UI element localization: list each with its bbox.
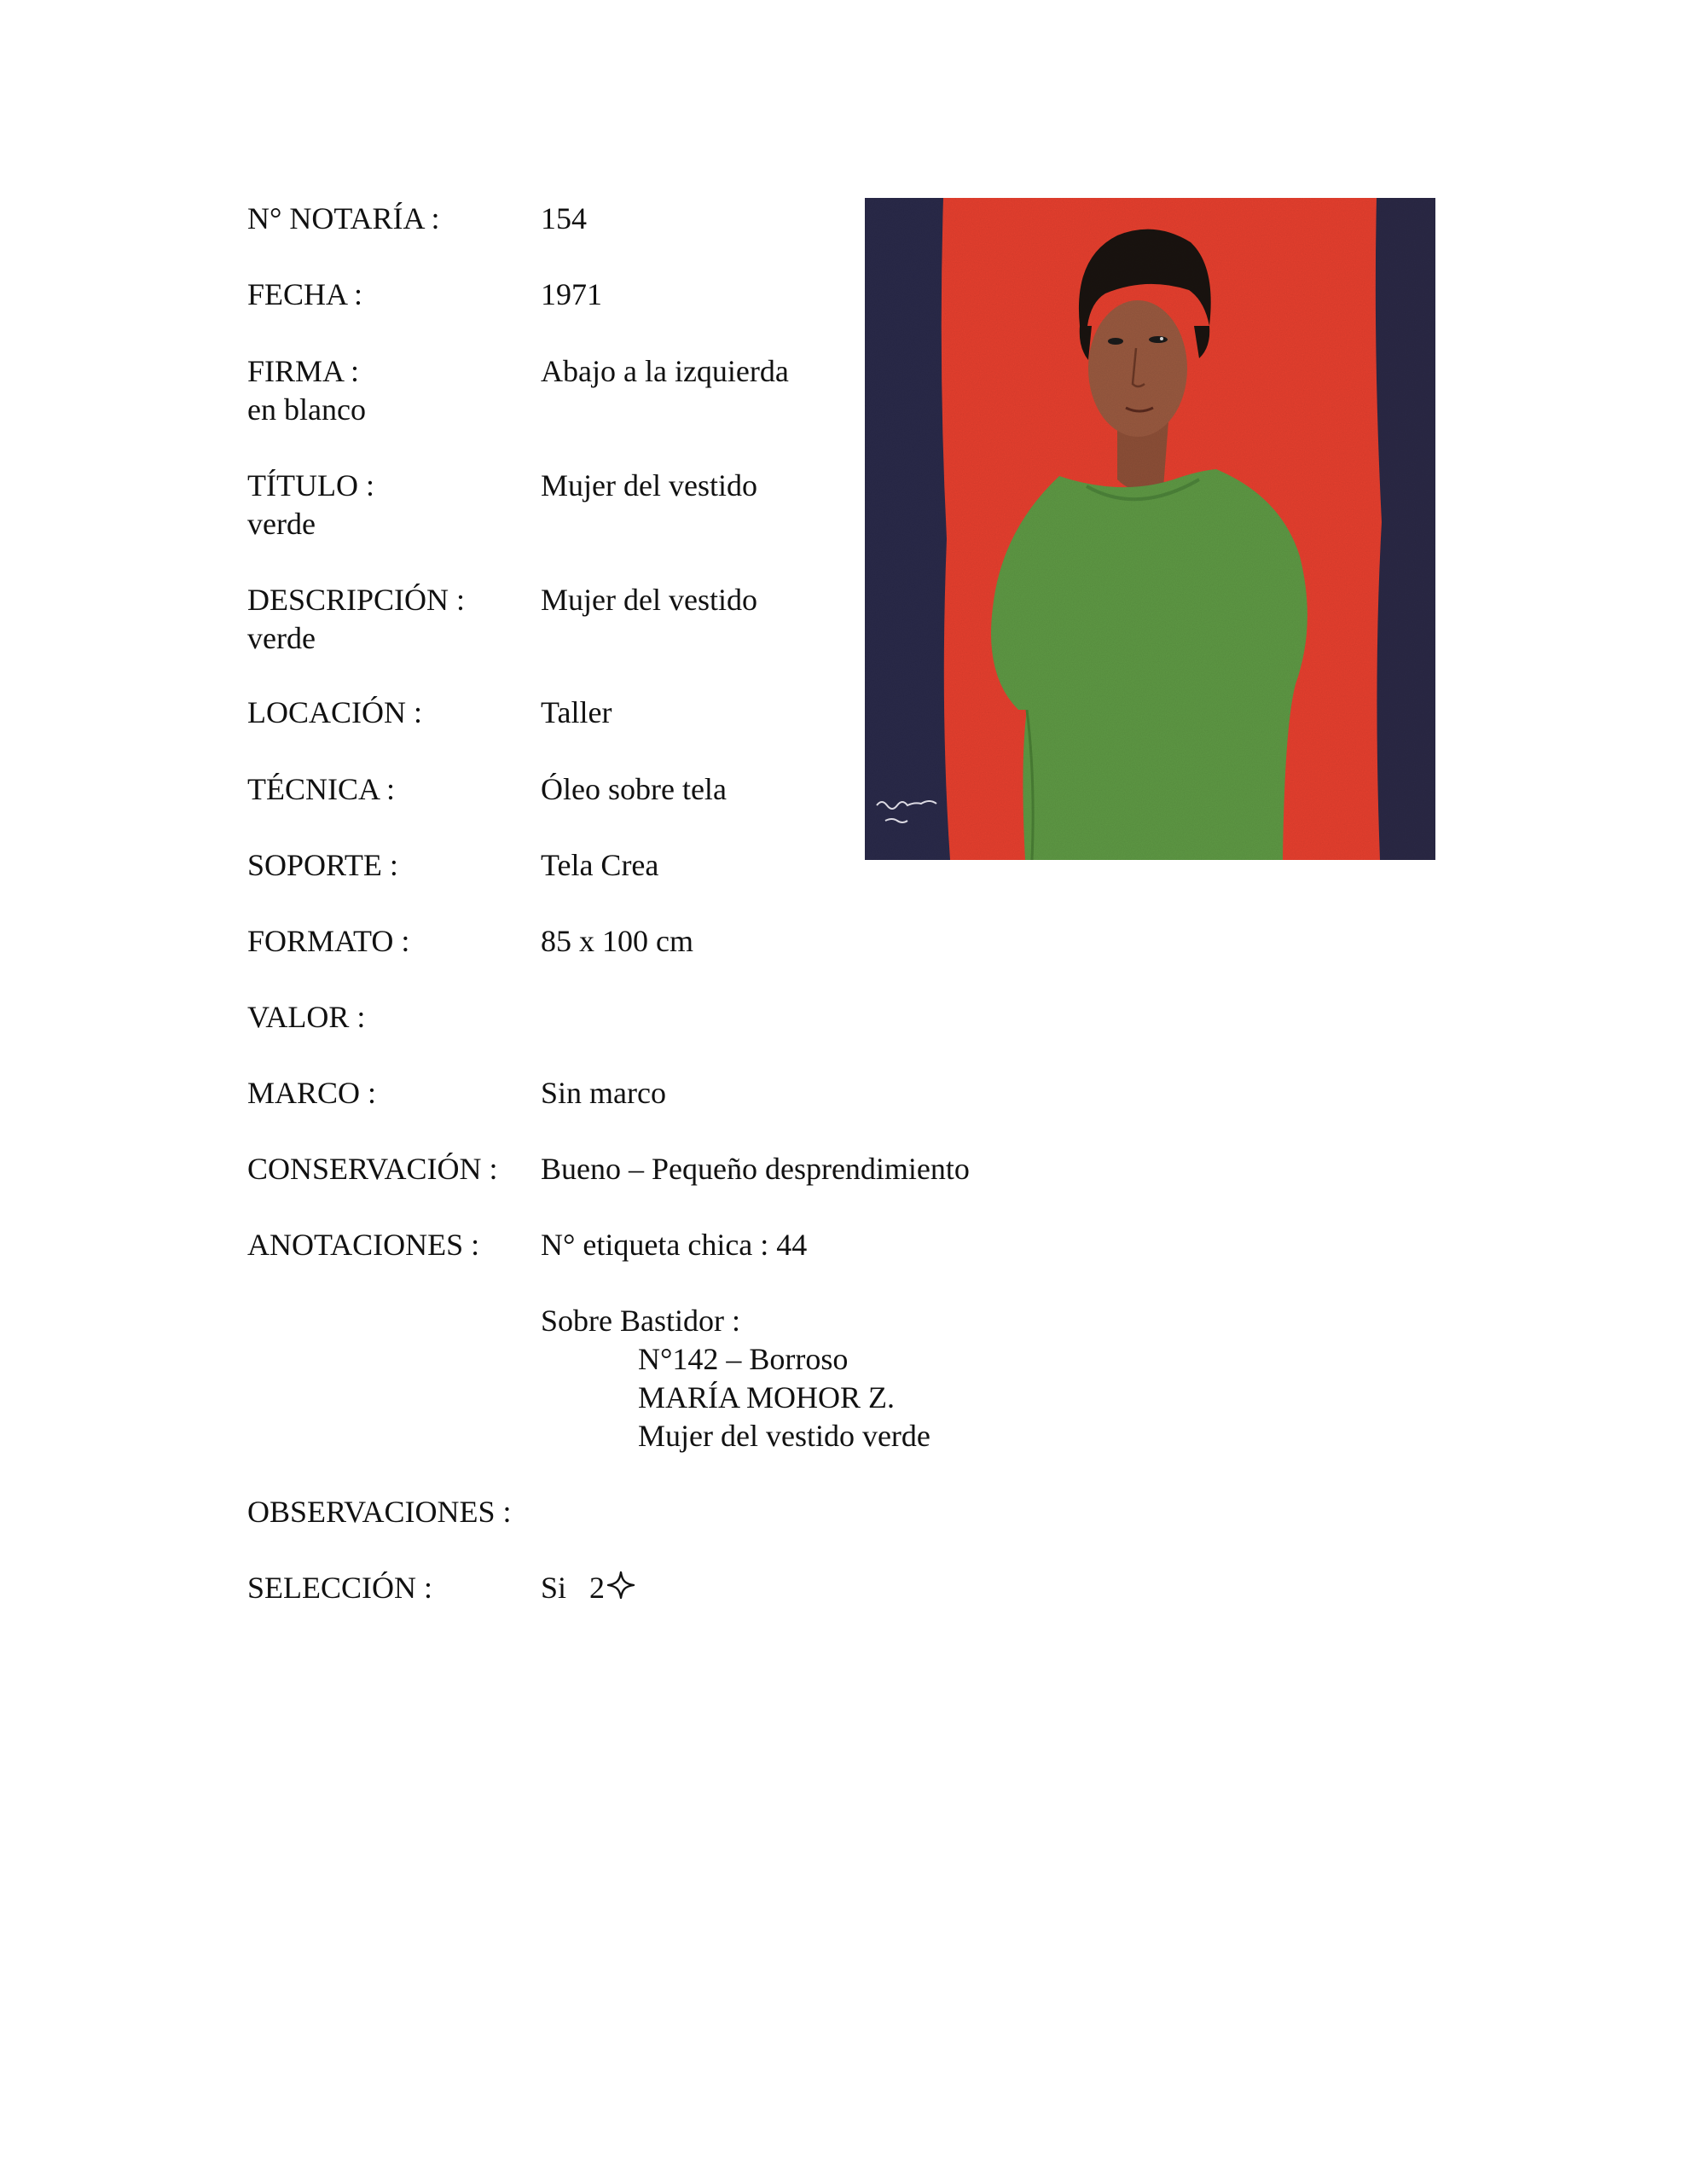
field-label: TÍTULO : xyxy=(247,468,374,502)
field-label: N° NOTARÍA : xyxy=(247,201,440,235)
bastidor-line: MARÍA MOHOR Z. xyxy=(638,1380,896,1414)
four-point-star-icon xyxy=(606,1571,635,1609)
field-value: Tela Crea xyxy=(541,848,659,882)
bastidor-line: N°142 – Borroso xyxy=(638,1342,849,1376)
field-label: FIRMA : xyxy=(247,354,360,388)
field-value: 1971 xyxy=(541,277,602,311)
field-value: Óleo sobre tela xyxy=(541,772,727,806)
field-label: ANOTACIONES : xyxy=(247,1228,480,1262)
field-label: SOPORTE : xyxy=(247,848,398,882)
field-label: OBSERVACIONES : xyxy=(247,1495,512,1529)
field-value: 154 xyxy=(541,201,587,235)
portrait-painting xyxy=(865,198,1435,860)
bastidor-line: Mujer del vestido verde xyxy=(638,1419,930,1453)
field-label: VALOR : xyxy=(247,1000,366,1034)
field-value: Mujer del vestido xyxy=(541,468,757,502)
field-label: FORMATO : xyxy=(247,924,410,958)
field-label: LOCACIÓN : xyxy=(247,695,422,729)
field-continuation: verde xyxy=(247,621,316,655)
field-label: FECHA : xyxy=(247,277,363,311)
field-label: TÉCNICA : xyxy=(247,772,396,806)
field-label: CONSERVACIÓN : xyxy=(247,1152,498,1186)
field-value xyxy=(541,1569,635,1609)
field-continuation: en blanco xyxy=(247,392,366,427)
field-value: 85 x 100 cm xyxy=(541,924,693,958)
field-label: SELECCIÓN : xyxy=(247,1571,433,1605)
field-continuation: verde xyxy=(247,507,316,541)
field-value: Mujer del vestido xyxy=(541,583,757,617)
field-value: Bueno – Pequeño desprendimiento xyxy=(541,1152,970,1186)
bastidor-heading: Sobre Bastidor : xyxy=(541,1304,740,1338)
field-value: Abajo a la izquierda xyxy=(541,354,789,388)
field-value: N° etiqueta chica : 44 xyxy=(541,1228,808,1262)
painting-image xyxy=(865,198,1435,860)
field-value: Taller xyxy=(541,695,612,729)
seleccion-value-text: Si 2 xyxy=(541,1571,606,1605)
field-label: DESCRIPCIÓN : xyxy=(247,583,466,617)
field-label: MARCO : xyxy=(247,1076,377,1110)
field-value: Sin marco xyxy=(541,1076,666,1110)
